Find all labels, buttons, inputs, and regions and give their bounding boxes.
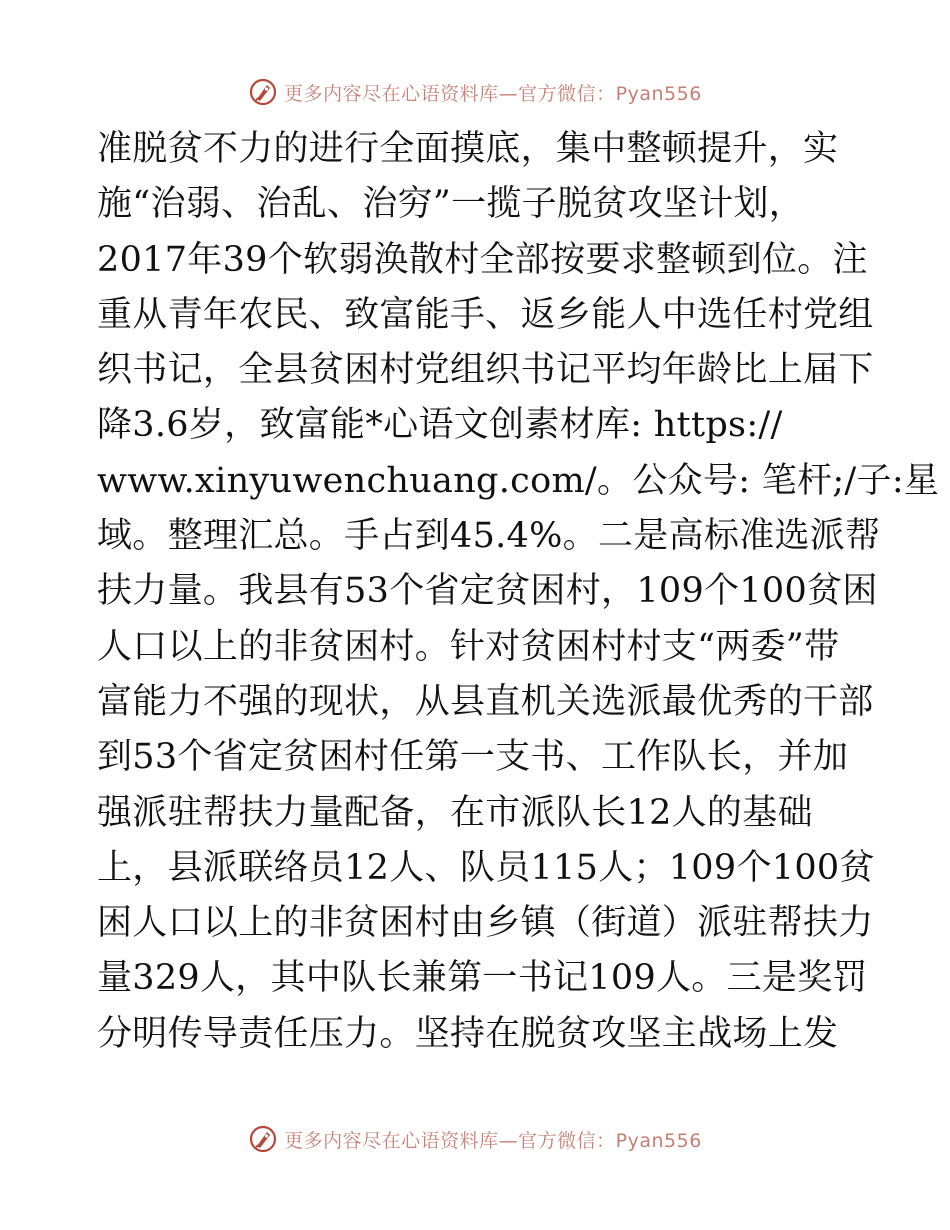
document-body [97, 122, 940, 1062]
text-line: www.xinyuwenchuang.com/。公众号: 笔杆;/子:星 [97, 460, 940, 501]
header-watermark-banner [0, 72, 950, 112]
text-line: 困人口以上的非贫困村由乡镇（街道）派驻帮扶力 [97, 903, 874, 944]
watermark-text: 更多内容尽在心语资料库—官方微信：Pyan556 [284, 82, 702, 105]
text-line: 施“治弱、治乱、治穷”一揽子脱贫攻坚计划， [97, 184, 805, 225]
watermark-text: 更多内容尽在心语资料库—官方微信：Pyan556 [284, 1129, 702, 1152]
text-line: 量329人，其中队长兼第一书记109人。三是奖罚 [97, 958, 868, 999]
pen-nib-logo-icon [248, 1124, 278, 1154]
text-line: 域。整理汇总。手占到45.4%。二是高标准选派帮 [97, 516, 881, 557]
text-line: 2017年39个软弱涣散村全部按要求整顿到位。注 [97, 239, 868, 280]
text-line: 人口以上的非贫困村。针对贫困村村支“两委”带 [97, 626, 840, 667]
text-line: 上，县派联络员12人、队员115人；109个100贫 [97, 847, 875, 888]
text-line: 织书记，全县贫困村党组织书记平均年龄比上届下 [97, 350, 874, 391]
text-line: 富能力不强的现状，从县直机关选派最优秀的干部 [97, 681, 874, 722]
text-line: 准脱贫不力的进行全面摸底，集中整顿提升，实 [97, 129, 839, 169]
text-line: 重从青年农民、致富能手、返乡能人中选任村党组 [97, 294, 874, 335]
text-line: 到53个省定贫困村任第一支书、工作队长，并加 [97, 737, 849, 778]
footer-watermark-banner [0, 1119, 950, 1159]
pen-nib-logo-icon [248, 77, 278, 107]
text-line: 扶力量。我县有53个省定贫困村，109个100贫困 [97, 571, 878, 612]
text-line: 强派驻帮扶力量配备，在市派队长12人的基础 [97, 792, 813, 833]
text-line: 分明传导责任压力。坚持在脱贫攻坚主战场上发 [97, 1013, 839, 1054]
text-line: 降3.6岁，致富能*心语文创素材库: https:// [97, 405, 783, 446]
